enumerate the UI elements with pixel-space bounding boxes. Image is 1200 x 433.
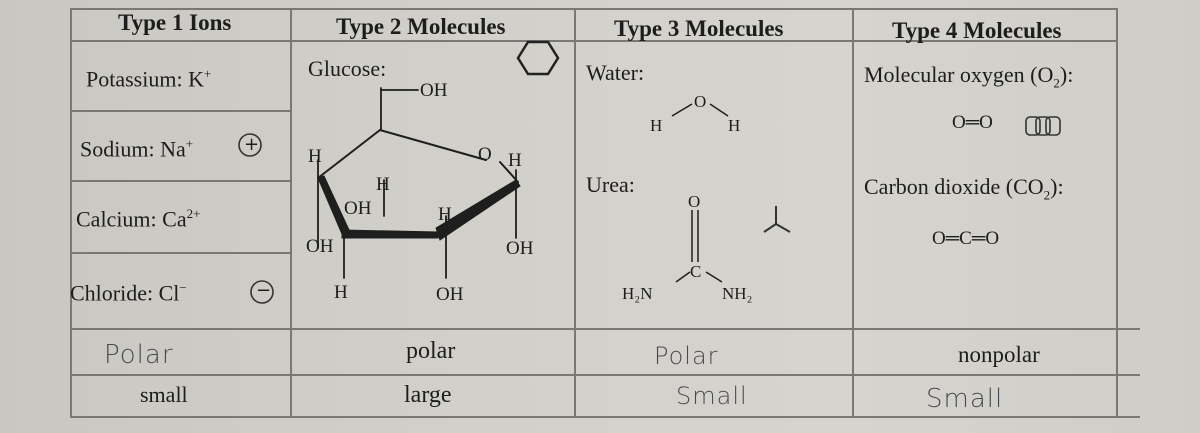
urea-nh2-right: NH₂ — [722, 284, 753, 303]
oxygen-subscript: 2 — [1053, 75, 1060, 91]
glucose-oh-bottom: OH — [436, 284, 464, 305]
co2-label-tail: ): — [1050, 174, 1064, 199]
oxygen-label-tail: ): — [1059, 62, 1074, 87]
glucose-h-lowmid: H — [438, 204, 452, 225]
urea-o: O — [688, 192, 701, 211]
glucose-ring-icon — [318, 88, 520, 278]
ion-potassium-name: Potassium: K — [86, 66, 204, 92]
col3-size: Small — [676, 382, 748, 410]
ion-potassium-charge: + — [203, 66, 212, 81]
col4-polarity: nonpolar — [958, 342, 1040, 367]
sodium-charge-symbol: + — [244, 134, 260, 155]
ion-chloride-name: Chloride: Cl — [70, 280, 180, 306]
header-type1: Type 1 Ions — [118, 10, 232, 35]
water-h1: H — [650, 116, 663, 135]
urea-nh2-left: H₂N — [622, 284, 653, 303]
col2-polarity: polar — [406, 338, 456, 364]
urea-c: C — [690, 262, 702, 281]
water-h2: H — [728, 116, 741, 135]
ion-sodium-charge: + — [185, 136, 194, 151]
col2-size: large — [404, 382, 452, 408]
col3-polarity: Polar — [654, 342, 719, 370]
glucose-h-left: H — [308, 146, 322, 167]
oxygen-formula: O═O — [952, 112, 993, 133]
glucose-h-mid: H — [376, 174, 390, 195]
header-type3: Type 3 Molecules — [614, 16, 784, 41]
chloride-charge-symbol: − — [256, 280, 272, 301]
glucose-h-right: H — [508, 150, 522, 171]
glucose-h-bottom: H — [334, 282, 348, 303]
glucose-oh-mid: OH — [344, 198, 372, 219]
col1-size: small — [140, 382, 188, 407]
co2-label-text: Carbon dioxide (CO — [864, 174, 1044, 199]
glucose-o-ring: O — [478, 144, 492, 165]
oxygen-label-text: Molecular oxygen (O — [864, 62, 1054, 87]
ion-calcium-charge: 2+ — [186, 206, 201, 221]
glucose-oh-right: OH — [506, 238, 534, 259]
ion-chloride-charge: − — [179, 280, 187, 295]
header-type4: Type 4 Molecules — [892, 18, 1062, 43]
urea-sketch-icon — [764, 206, 790, 232]
ion-calcium-name: Calcium: Ca — [76, 206, 187, 232]
oxygen-sketch-icon — [1026, 117, 1060, 135]
col1-polarity: Polar — [104, 340, 174, 370]
hexagon-doodle-icon — [518, 42, 558, 74]
glucose-oh-left: OH — [306, 236, 334, 257]
glucose-label: Glucose: — [308, 56, 387, 81]
glucose-oh-top: OH — [420, 80, 448, 101]
oxygen-label — [864, 62, 1073, 91]
urea-label: Urea: — [586, 172, 635, 197]
co2-subscript: 2 — [1043, 187, 1051, 203]
header-type2: Type 2 Molecules — [336, 14, 506, 39]
co2-formula: O═C═O — [932, 228, 1000, 249]
water-o: O — [694, 92, 707, 111]
water-label: Water: — [586, 60, 645, 85]
ion-sodium-name: Sodium: Na — [80, 136, 186, 162]
col4-size: Small — [926, 384, 1004, 414]
co2-label — [864, 174, 1064, 203]
